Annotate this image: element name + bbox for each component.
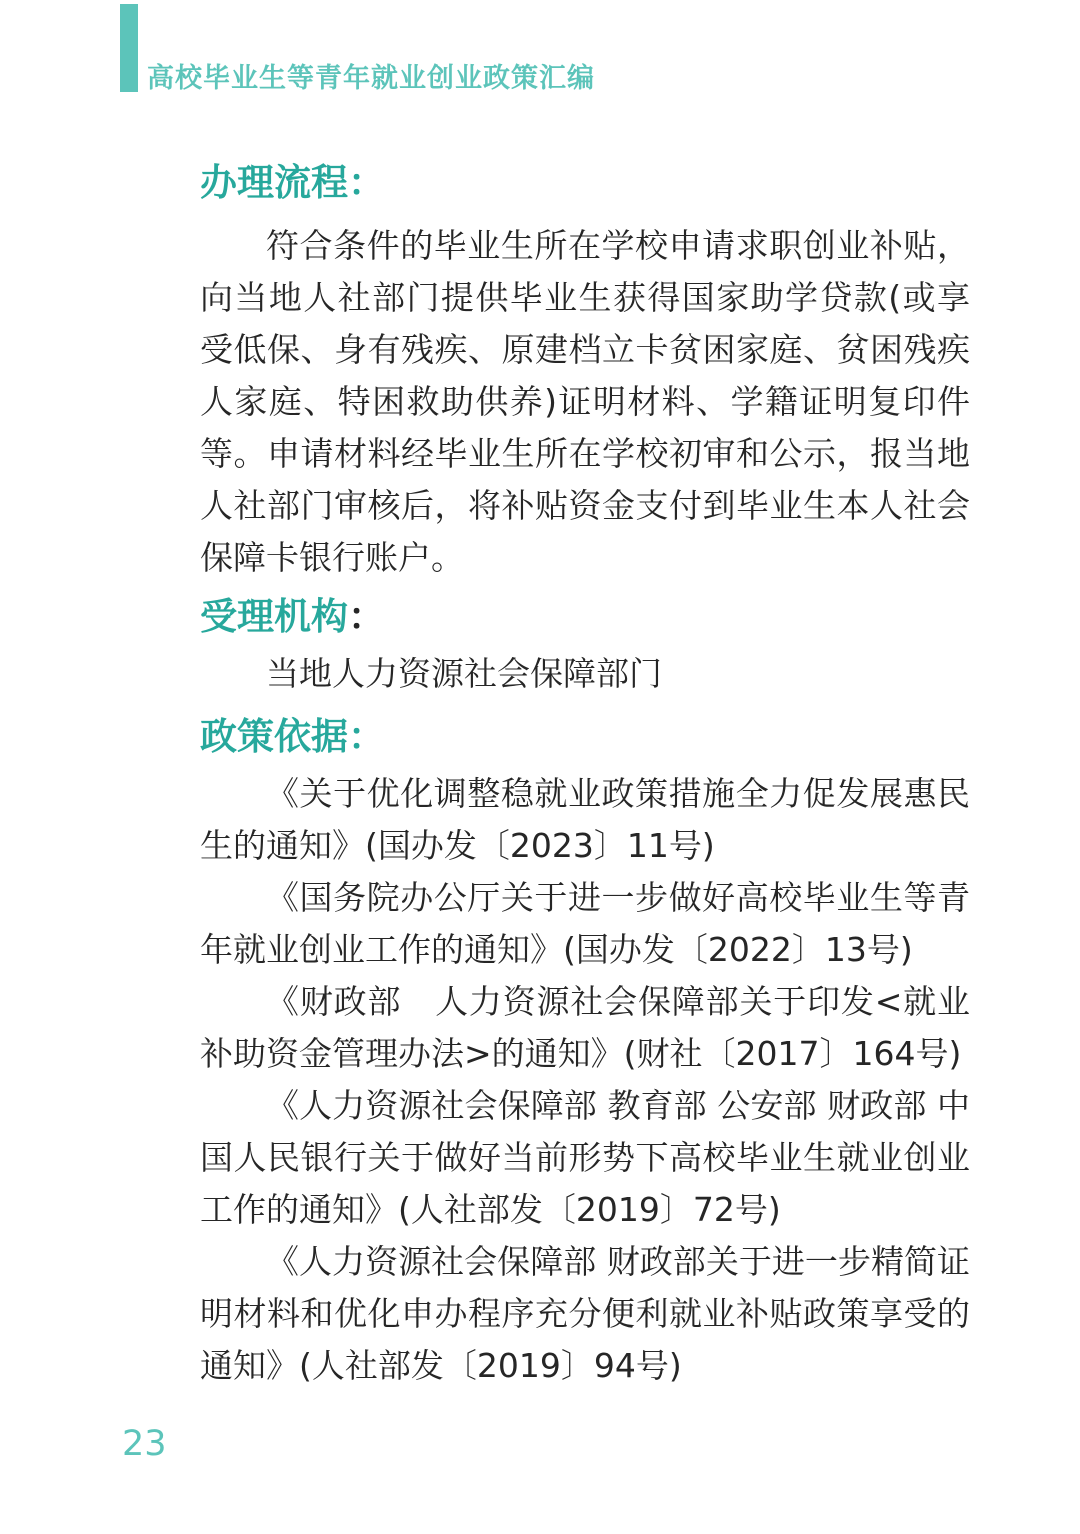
agency-heading-colon: ： <box>348 595 385 638</box>
section-heading-basis: 政策依据： <box>200 715 385 758</box>
document-header-title: 高校毕业生等青年就业创业政策汇编 <box>147 63 595 94</box>
policy-basis-list <box>200 768 970 1392</box>
policy-basis-item: 《人力资源社会保障部 教育部 公安部 财政部 中国人民银行关于做好当前形势下高校毕业生就业创业工作的通知》(人社部发〔2019〕72号) <box>200 1086 970 1229</box>
policy-basis-item: 《财政部 人力资源社会保障部关于印发<就业补助资金管理办法>的通知》(财社〔2017〕164号) <box>200 982 970 1073</box>
process-paragraph: 符合条件的毕业生所在学校申请求职创业补贴，向当地人社部门提供毕业生获得国家助学贷款(或享受低保、身有残疾、原建档立卡贫困家庭、贫困残疾人家庭、特困救助供养)证明材料、学籍证明复印件等。申请材料经毕业生所在学校初审和公示，报当地人社部门审核后，将补贴资金支付到毕业生本人社会保障卡银行账户。 <box>200 226 970 577</box>
section-heading-process: 办理流程： <box>200 161 385 204</box>
agency-paragraph: 当地人力资源社会保障部门 <box>266 654 662 693</box>
policy-basis-item: 《人力资源社会保障部 财政部关于进一步精简证明材料和优化申办程序充分便利就业补贴政策享受的通知》(人社部发〔2019〕94号) <box>200 1242 970 1385</box>
policy-basis-item: 《国务院办公厅关于进一步做好高校毕业生等青年就业创业工作的通知》(国办发〔2022〕13号) <box>200 878 970 969</box>
header-accent-bar <box>120 4 138 92</box>
policy-basis-item: 《关于优化调整稳就业政策措施全力促发展惠民生的通知》(国办发〔2023〕11号) <box>200 774 970 865</box>
agency-heading-label: 受理机构 <box>200 595 348 638</box>
page-number: 23 <box>122 1424 167 1464</box>
section-heading-agency <box>200 594 970 640</box>
page-content <box>200 160 970 1392</box>
